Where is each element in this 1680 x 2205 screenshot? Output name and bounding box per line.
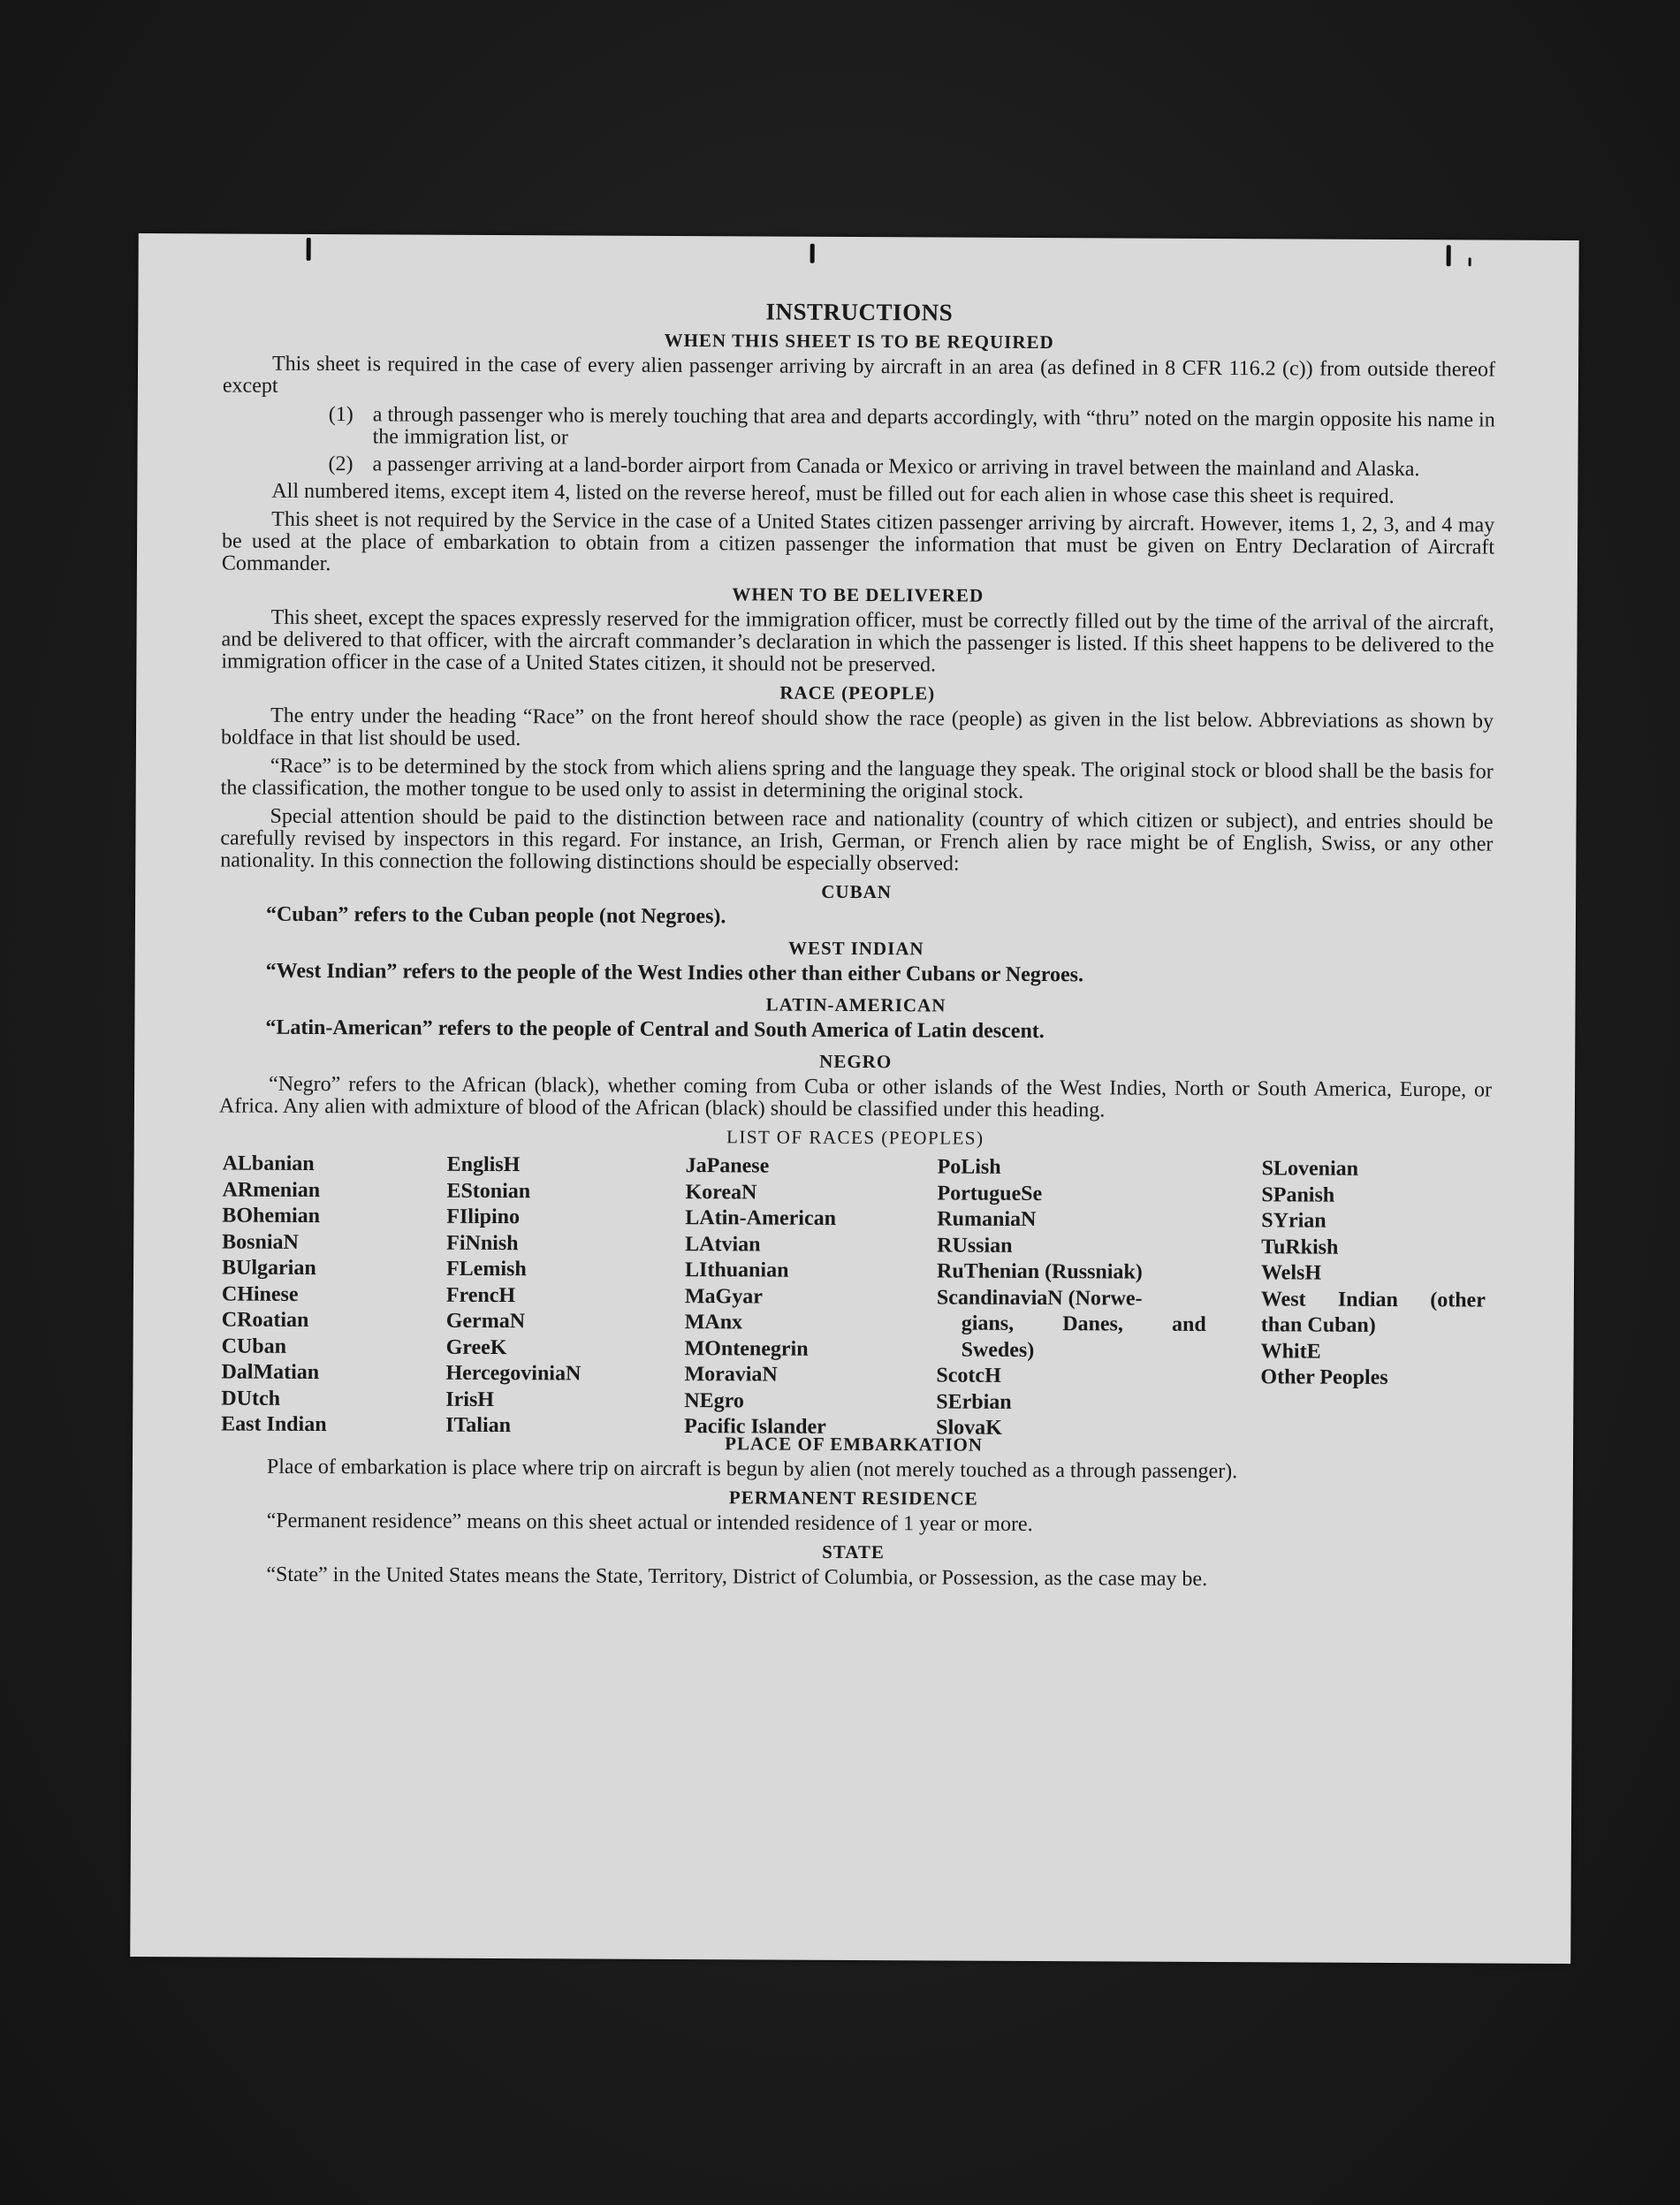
race-entry: CUban <box>221 1334 287 1358</box>
section-heading-latin-american: LATIN-AMERICAN <box>765 993 946 1016</box>
paragraph-state: “State” in the United States means the State, Territory, District of Columbia, or Possession, as the case may be. <box>266 1563 1208 1591</box>
races-column-1 <box>221 1152 328 1439</box>
race-entry: SErbian <box>936 1389 1012 1414</box>
race-entry: RuThenian (Russniak) <box>936 1259 1143 1284</box>
paragraph-race-2: “Race” is to be determined by the stock from which aliens spring and the language they speak. The original stock or blood shall be the basis for the classification, the mother tongue to be used only to assist in determining the original stock. <box>220 754 1494 803</box>
race-entry: GermaN <box>445 1309 526 1334</box>
race-entry: WhitE <box>1260 1339 1321 1364</box>
races-column-2 <box>445 1152 582 1440</box>
paragraph-race-3: Special attention should be paid to the distinction between race and nationality (country of which citizen or subject), and entries should be carefully revised by inspectors in this regard. For instance, an Irish, German, or French alien by race might be of English, Swiss, or any other nationality. In this connection the following distinctions should be especially observed: <box>220 804 1494 876</box>
staple-mark <box>1469 257 1471 266</box>
paragraph-citizen: This sheet is not required by the Service in the case of a United States citizen passenger arriving by aircraft. However, items 1, 2, 3, and 4 may be used at the place of embarkation to obtain from a citizen passenger the information that must be given on Entry Declaration of Aircraft Commander. <box>221 507 1495 576</box>
paragraph-embarkation: Place of embarkation is place where trip on aircraft is begun by alien (not merely touched as a through passenger). <box>266 1455 1238 1484</box>
race-entry: BosniaN <box>222 1230 299 1254</box>
race-entry: MoraviaN <box>684 1363 778 1387</box>
races-column-3 <box>684 1153 836 1441</box>
race-entry: Pacific Islander <box>684 1415 826 1439</box>
race-entry: ALbanian <box>222 1152 315 1176</box>
staple-mark <box>1447 245 1451 266</box>
exception-text: a passenger arriving at a land-border airport from Canada or Mexico or arriving in travel between the mainland and Alaska. <box>372 452 1420 482</box>
definition-negro: “Negro” refers to the African (black), whether coming from Cuba or other islands of the West Indies, North or South America, Europe, or Africa. Any alien with admixture of blood of the African (black) should be classified under this heading. <box>218 1072 1493 1122</box>
race-entry: FIlipino <box>446 1205 521 1229</box>
exception-item-1 <box>223 403 1495 453</box>
instructions-content <box>217 295 1495 1598</box>
race-entry: West Indian (other <box>1260 1287 1486 1312</box>
instruction-sheet <box>130 233 1579 1964</box>
races-column-4 <box>936 1154 1207 1442</box>
paragraph-numbered-items: All numbered items, except item 4, listed on the reverse hereof, must be filled out for each alien in whose case this sheet is required. <box>271 479 1395 508</box>
race-entry: ARmenian <box>222 1178 321 1202</box>
exception-item-2 <box>222 452 1494 481</box>
definition-cuban: “Cuban” refers to the Cuban people (not Negroes). <box>265 902 726 929</box>
exception-text: a through passenger who is merely touching that area and departs accordingly, with “thru” noted on the margin opposite his name in the immigration list, or <box>372 403 1495 450</box>
race-entry: RUssian <box>937 1233 1013 1258</box>
section-heading-races-list: LIST OF RACES (PEOPLES) <box>726 1126 984 1149</box>
races-column-5 <box>1260 1156 1486 1392</box>
paragraph-delivery: This sheet, except the spaces expressly reserved for the immigration officer, must be correctly filled out by the time of the arrival of the aircraft, and be delivered to that officer, with the aircraft commander’s declaration in which the passenger is listed. If this sheet happens to be delivered to the immigration officer in the case of a United States citizen, it should not be preserved. <box>221 605 1494 677</box>
section-heading-negro: NEGRO <box>819 1050 893 1073</box>
race-entry: HercegoviniaN <box>445 1361 582 1386</box>
section-heading-when-delivered: WHEN TO BE DELIVERED <box>732 583 984 606</box>
race-entry: TuRkish <box>1261 1235 1339 1259</box>
race-entry-continuation: than Cuban) <box>1260 1313 1376 1337</box>
section-heading-residence: PERMANENT RESIDENCE <box>728 1486 978 1509</box>
race-entry: NEgro <box>684 1388 744 1412</box>
race-entry: EStonian <box>446 1179 531 1203</box>
race-entry: ITalian <box>445 1413 512 1438</box>
race-entry: BUlgarian <box>221 1256 316 1281</box>
definition-latin-american: “Latin-American” refers to the people of Central and South America of Latin descent. <box>265 1015 1045 1044</box>
paragraph-race-1: The entry under the heading “Race” on the front hereof should show the race (people) as given in the list below. Abbreviations as shown by boldface in that list should be used. <box>220 703 1494 751</box>
race-entry: JaPanese <box>685 1154 770 1178</box>
race-entry-continuation: gians, Danes, and <box>961 1312 1206 1336</box>
paragraph-residence: “Permanent residence” means on this sheet actual or intended residence of 1 year or more. <box>266 1509 1033 1536</box>
race-entry: ScotcH <box>936 1364 1001 1388</box>
race-entry: FLemish <box>445 1257 527 1281</box>
section-heading-embarkation: PLACE OF EMBARKATION <box>725 1433 984 1456</box>
staple-mark <box>307 238 311 261</box>
race-entry: LIthuanian <box>684 1258 789 1282</box>
staple-mark <box>810 244 815 263</box>
race-entry: PortugueSe <box>937 1181 1043 1205</box>
race-entry: KoreaN <box>685 1180 757 1204</box>
race-entry: IrisH <box>445 1388 495 1411</box>
race-entry: RumaniaN <box>937 1207 1037 1232</box>
race-entry: MOntenegrin <box>684 1336 809 1361</box>
race-entry: FiNnish <box>446 1231 519 1255</box>
exception-number: (1) <box>328 403 353 427</box>
race-entry: DUtch <box>221 1387 281 1410</box>
race-entry: East Indian <box>221 1412 327 1437</box>
paragraph-required-intro: This sheet is required in the case of every alien passenger arriving by aircraft in an area (as defined in 8 CFR 116.2 (c)) from outside thereof except <box>222 352 1496 398</box>
race-entry: CHinese <box>221 1282 299 1306</box>
race-entry: Other Peoples <box>1260 1365 1388 1389</box>
race-entry-continuation: Swedes) <box>961 1338 1035 1362</box>
race-entry: MAnx <box>684 1311 743 1334</box>
race-entry: SPanish <box>1261 1182 1335 1207</box>
race-entry: WelsH <box>1260 1261 1322 1285</box>
page-title: INSTRUCTIONS <box>765 298 954 326</box>
race-entry: LAtvian <box>685 1232 761 1256</box>
exception-number: (2) <box>328 452 353 476</box>
race-entry: SYrian <box>1261 1209 1327 1233</box>
race-entry: SlovaK <box>936 1416 1002 1440</box>
section-heading-race: RACE (PEOPLE) <box>779 681 936 704</box>
race-entry: CRoatian <box>221 1308 309 1332</box>
race-entry: MaGyar <box>684 1284 763 1308</box>
race-entry: BOhemian <box>222 1204 321 1228</box>
section-heading-when-required: WHEN THIS SHEET IS TO BE REQUIRED <box>664 329 1054 354</box>
section-heading-west-indian: WEST INDIAN <box>787 937 924 960</box>
race-entry: LAtin-American <box>685 1206 837 1230</box>
race-entry: EnglisH <box>446 1152 521 1177</box>
race-entry: SLovenian <box>1261 1157 1359 1181</box>
section-heading-cuban: CUBAN <box>821 880 893 903</box>
race-entry: PoLish <box>937 1155 1001 1179</box>
race-entry: ScandinaviaN (Norwe- <box>936 1285 1143 1311</box>
race-entry: GreeK <box>445 1335 507 1359</box>
race-entry: DalMatian <box>221 1360 320 1385</box>
races-list <box>217 1151 1491 1440</box>
definition-west-indian: “West Indian” refers to the people of the West Indies other than either Cubans or Negroes. <box>265 959 1084 987</box>
section-heading-state: STATE <box>822 1540 885 1563</box>
race-entry: FrencH <box>445 1283 516 1307</box>
